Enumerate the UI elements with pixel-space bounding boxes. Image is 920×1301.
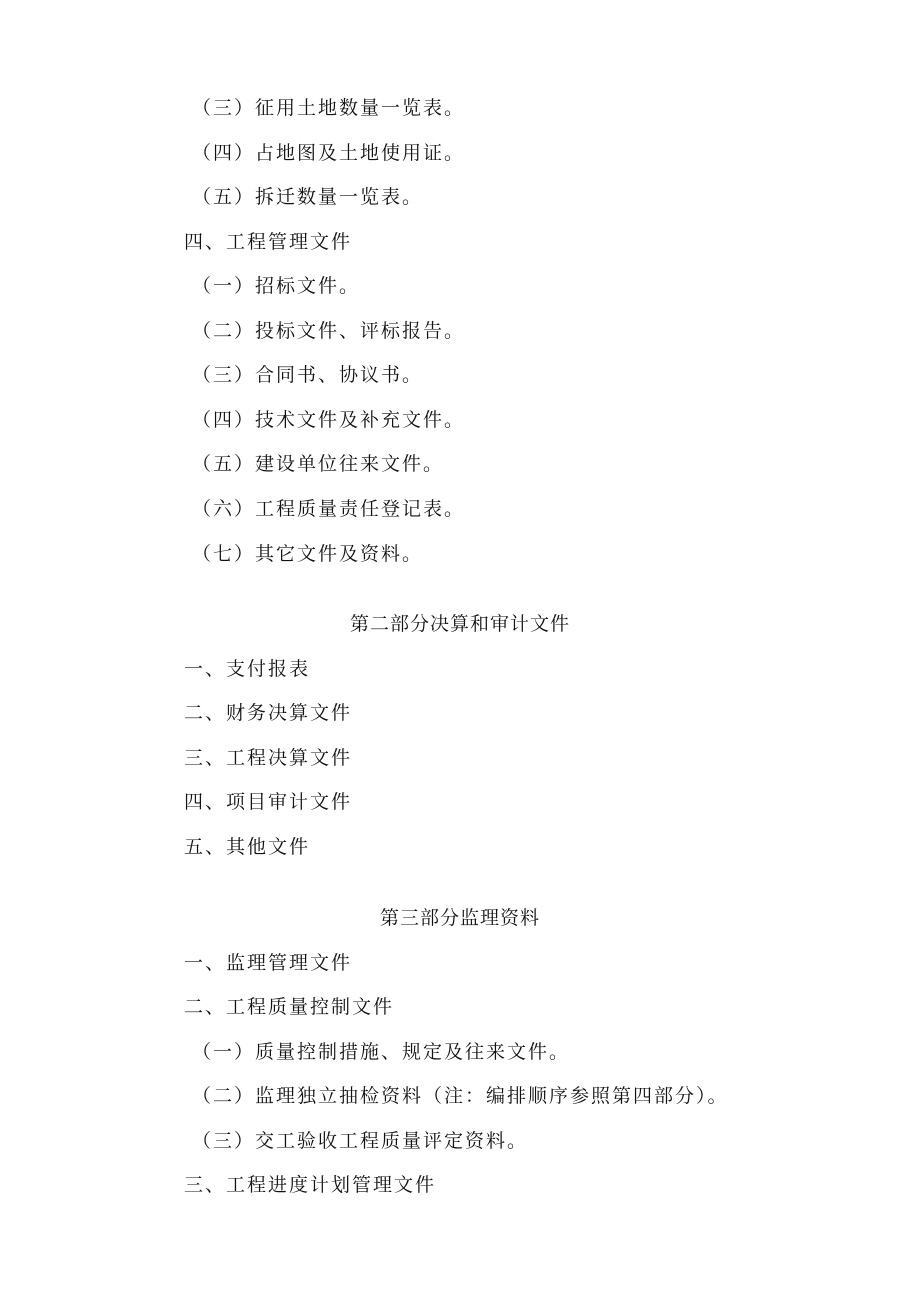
list-item: （六）工程质量责任登记表。	[192, 498, 466, 520]
list-item: （三）征用土地数量一览表。	[192, 97, 466, 119]
list-item: （一）招标文件。	[192, 275, 361, 297]
section-heading: 二、财务决算文件	[184, 702, 353, 724]
section-heading: 三、工程进度计划管理文件	[184, 1174, 437, 1196]
section-heading: 五、其他文件	[184, 836, 311, 858]
list-item: （五）建设单位往来文件。	[192, 453, 445, 475]
list-item: （五）拆迁数量一览表。	[192, 186, 424, 208]
section-heading: 一、监理管理文件	[184, 952, 353, 974]
list-item: （二）监理独立抽检资料（注：编排顺序参照第四部分）。	[192, 1085, 729, 1107]
list-item: （七）其它文件及资料。	[192, 543, 424, 565]
part-title: 第三部分监理资料	[379, 907, 540, 929]
section-heading: 四、工程管理文件	[184, 231, 353, 253]
section-heading: 一、支付报表	[184, 658, 311, 680]
part-title: 第二部分决算和审计文件	[349, 613, 570, 635]
list-item: （三）交工验收工程质量评定资料。	[192, 1130, 529, 1152]
section-heading: 二、工程质量控制文件	[184, 996, 395, 1018]
list-item: （四）占地图及土地使用证。	[192, 142, 466, 164]
section-heading: 四、项目审计文件	[184, 791, 353, 813]
list-item: （一）质量控制措施、规定及往来文件。	[192, 1041, 571, 1063]
list-item: （四）技术文件及补充文件。	[192, 409, 466, 431]
list-item: （二）投标文件、评标报告。	[192, 320, 466, 342]
section-heading: 三、工程决算文件	[184, 747, 353, 769]
list-item: （三）合同书、协议书。	[192, 364, 424, 386]
